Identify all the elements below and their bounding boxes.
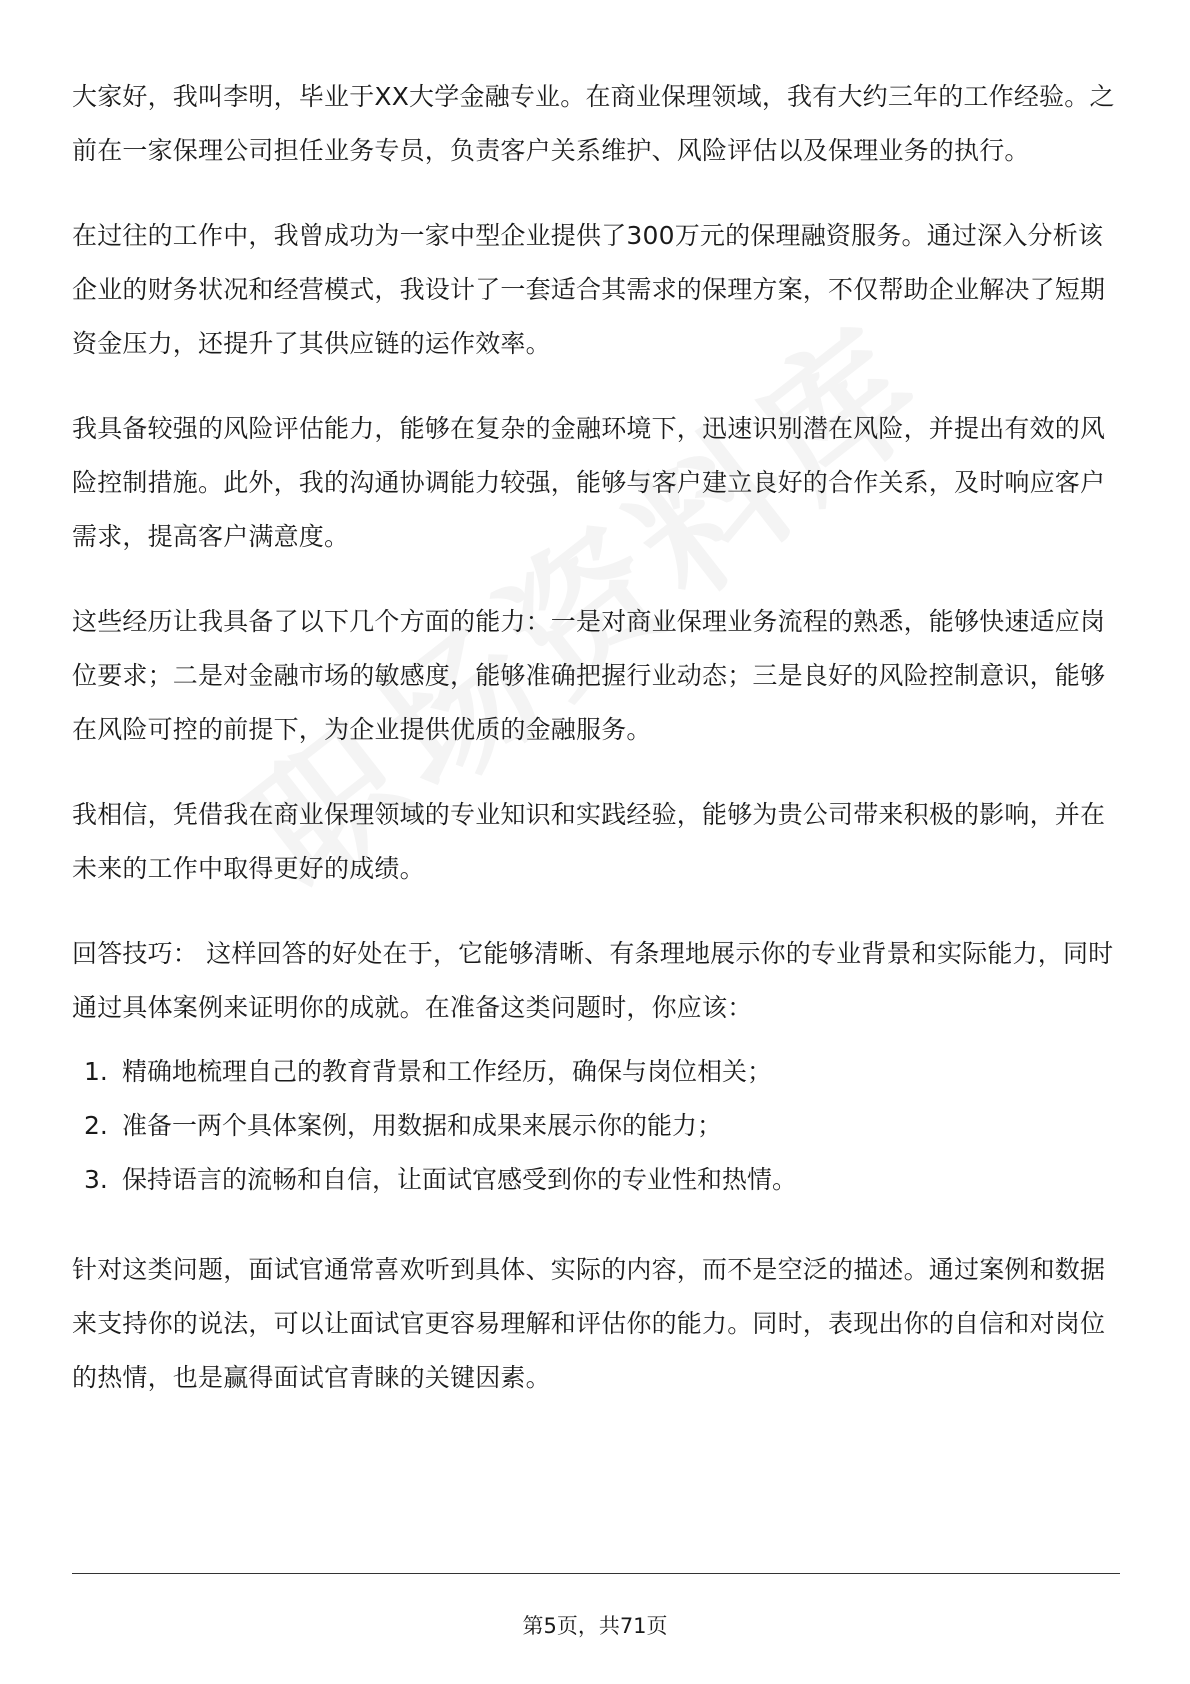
list-text: 保持语言的流畅和自信，让面试官感受到你的专业性和热情。	[122, 1165, 798, 1194]
document-body	[72, 70, 1120, 1436]
footer-divider	[72, 1573, 1120, 1574]
paragraph-tips: 回答技巧： 这样回答的好处在于，它能够清晰、有条理地展示你的专业背景和实际能力，同时通过具体案例来证明你的成就。在准备这类问题时，你应该：	[72, 939, 1114, 1022]
paragraph-skills: 我具备较强的风险评估能力，能够在复杂的金融环境下，迅速识别潜在风险，并提出有效的风险控制措施。此外，我的沟通协调能力较强，能够与客户建立良好的合作关系，及时响应客户需求，提高客户满意度。	[72, 414, 1106, 551]
list-item	[72, 1153, 1120, 1207]
paragraph-closing: 针对这类问题，面试官通常喜欢听到具体、实际的内容，而不是空泛的描述。通过案例和数据来支持你的说法，可以让面试官更容易理解和评估你的能力。同时，表现出你的自信和对岗位的热情，也是赢得面试官青睐的关键因素。	[72, 1255, 1106, 1392]
list-number: 1.	[84, 1057, 108, 1086]
paragraph-conclusion: 我相信，凭借我在商业保理领域的专业知识和实践经验，能够为贵公司带来积极的影响，并在未来的工作中取得更好的成绩。	[72, 800, 1106, 883]
tips-list	[72, 1045, 1120, 1207]
list-text: 准备一两个具体案例，用数据和成果来展示你的能力；	[122, 1111, 723, 1140]
list-item	[72, 1099, 1120, 1153]
paragraph-intro: 大家好，我叫李明，毕业于XX大学金融专业。在商业保理领域，我有大约三年的工作经验。之前在一家保理公司担任业务专员，负责客户关系维护、风险评估以及保理业务的执行。	[72, 82, 1115, 165]
paragraph-abilities: 这些经历让我具备了以下几个方面的能力：一是对商业保理业务流程的熟悉，能够快速适应岗位要求；二是对金融市场的敏感度，能够准确把握行业动态；三是良好的风险控制意识，能够在风险可控的前提下，为企业提供优质的金融服务。	[72, 607, 1106, 744]
paragraph-experience: 在过往的工作中，我曾成功为一家中型企业提供了300万元的保理融资服务。通过深入分析该企业的财务状况和经营模式，我设计了一套适合其需求的保理方案，不仅帮助企业解决了短期资金压力，还提升了其供应链的运作效率。	[72, 221, 1106, 358]
list-number: 3.	[84, 1165, 108, 1194]
page-number: 第5页，共71页	[522, 1614, 668, 1638]
list-item	[72, 1045, 1120, 1099]
list-text: 精确地梳理自己的教育背景和工作经历，确保与岗位相关；	[122, 1057, 773, 1086]
list-number: 2.	[84, 1111, 108, 1140]
